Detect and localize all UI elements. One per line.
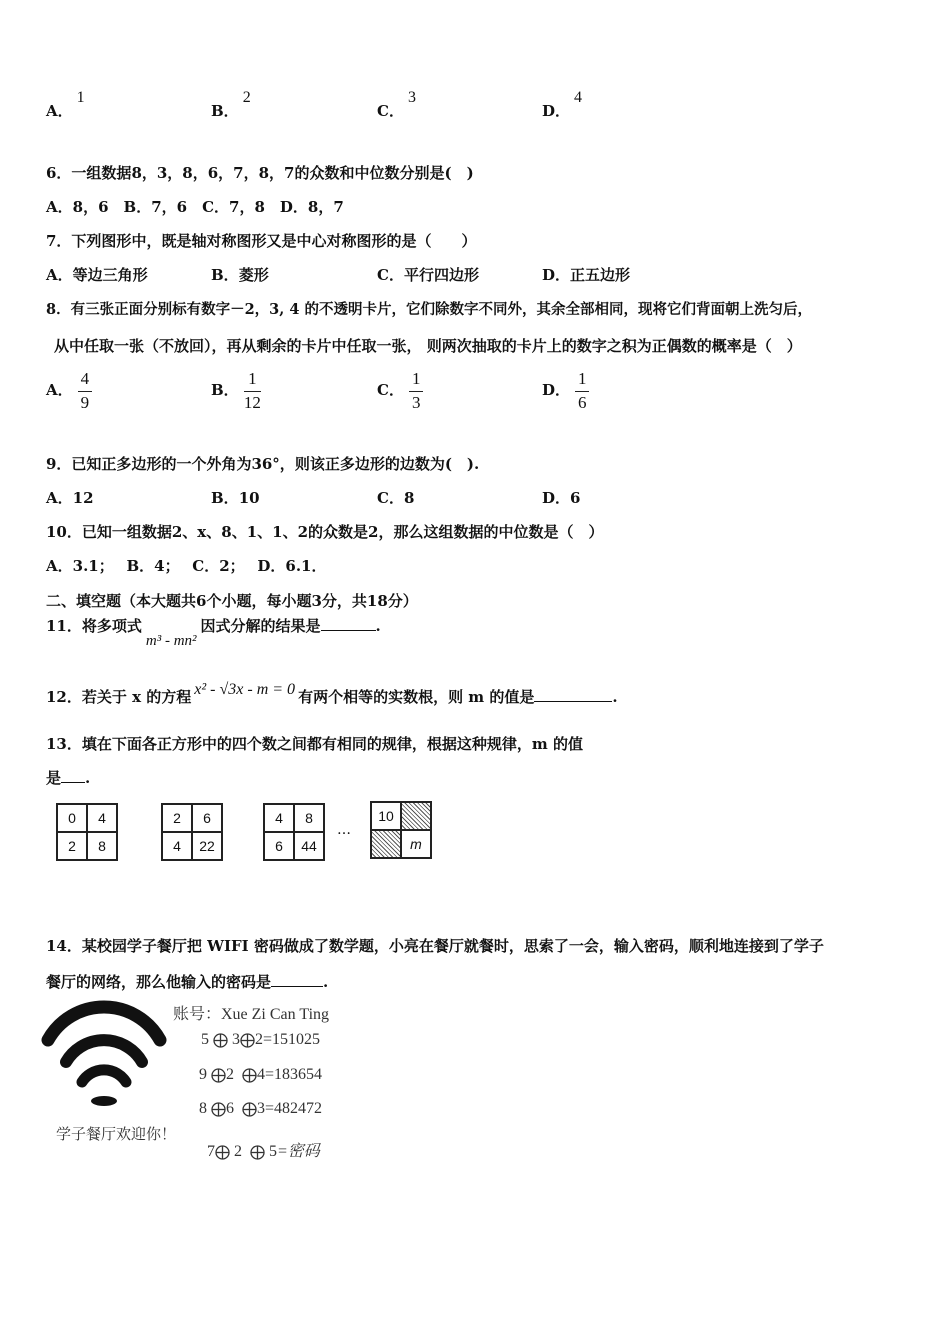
q6-stem: 6．一组数据8，3，8，6，7，8，7的众数和中位数分别是( ) xyxy=(46,164,474,182)
number-square-4 xyxy=(370,801,432,859)
answer-blank xyxy=(321,630,376,631)
square-cell: 44 xyxy=(294,832,324,860)
circled-plus-icon xyxy=(250,1145,265,1160)
ellipsis: … xyxy=(337,822,351,838)
square-cell: 4 xyxy=(87,804,117,832)
square-cell: 4 xyxy=(162,832,192,860)
circled-plus-icon xyxy=(211,1102,226,1117)
q13-stem-line1: 13．填在下面各正方形中的四个数之间都有相同的规律，根据这种规律，m 的值 xyxy=(46,735,583,753)
section-heading: 二、填空题（本大题共6个小题，每小题3分，共18分） xyxy=(46,592,418,610)
q8-stem-line1: 8．有三张正面分别标有数字－2，3, 4 的不透明卡片，它们除数字不同外，其余全部相同，现将它们背面朝上洗匀后， xyxy=(46,301,812,318)
q7-option-c: C．平行四边形 xyxy=(377,266,479,284)
circled-plus-icon xyxy=(211,1068,226,1083)
q5-option-b: B．2 xyxy=(211,89,251,120)
fraction: $\frac{1}{12}$ xyxy=(243,369,261,412)
q10-stem: 10．已知一组数据2、x、8、1、1、2的众数是2，那么这组数据的中位数是（ ） xyxy=(46,523,604,541)
fraction: $\frac{1}{6}$ xyxy=(575,370,589,412)
q7-option-b: B．菱形 xyxy=(211,266,269,284)
square-cell: 4 xyxy=(264,804,294,832)
square-cell: 8 xyxy=(87,832,117,860)
q13-stem-line2: 是 . xyxy=(46,769,91,787)
q5-option-a: A．1 xyxy=(46,89,85,120)
q9-option-c: C．8 xyxy=(377,489,415,507)
q8-stem-line2: 从中任取一张（不放回），再从剩余的卡片中任取一张， 则两次抽取的卡片上的数字之积为正偶数的概率是（ ） xyxy=(54,337,802,355)
q6-options: A．8，6 B．7，6 C．7，8 D．8，7 xyxy=(46,198,344,216)
q5-option-c: C．3 xyxy=(377,89,416,120)
q9-option-a: A．12 xyxy=(46,489,94,507)
q7-option-d: D．正五边形 xyxy=(542,266,631,284)
fraction: $\frac{1}{3}$ xyxy=(409,370,423,412)
square-cell: 0 xyxy=(57,804,87,832)
q7-stem: 7．下列图形中，既是轴对称图形又是中心对称图形的是（ ） xyxy=(46,232,477,250)
q9-option-d: D．6 xyxy=(542,489,581,507)
wifi-equation-3: 8 6 3=482472 xyxy=(199,1100,323,1117)
circled-plus-icon xyxy=(242,1068,257,1083)
q8-option-d: D． $\frac{1}{6}$ xyxy=(542,370,589,412)
wifi-equation-2: 9 2 4=183654 xyxy=(199,1066,323,1083)
q7-option-a: A．等边三角形 xyxy=(46,266,148,284)
q14-stem-line1: 14．某校园学子餐厅把 WIFI 密码做成了数学题，小亮在餐厅就餐时，思索了一会，输入密码，顺利地连接到了学子 xyxy=(46,937,824,955)
square-cell: 6 xyxy=(192,804,222,832)
circled-plus-icon xyxy=(242,1102,257,1117)
q11: 11．将多项式m³ - mn²因式分解的结果是 . xyxy=(46,617,381,649)
answer-blank xyxy=(534,701,612,702)
square-cell: m xyxy=(401,830,431,858)
fraction: $\frac{4}{9}$ xyxy=(78,370,92,412)
wifi-icon xyxy=(40,1000,170,1112)
q5-option-d: D．4 xyxy=(542,89,583,120)
square-cell: 6 xyxy=(264,832,294,860)
square-cell: 22 xyxy=(192,832,222,860)
q9-stem: 9．已知正多边形的一个外角为36°，则该正多边形的边数为( ). xyxy=(46,455,480,473)
hatched-cell xyxy=(401,802,431,830)
q9-option-b: B．10 xyxy=(211,489,260,507)
wifi-equation-4: 7 2 5=密码 xyxy=(207,1143,320,1160)
welcome-text: 学子餐厅欢迎你！ xyxy=(56,1125,177,1143)
q12-expression: x² - √3x - m = 0 xyxy=(194,681,296,698)
answer-blank xyxy=(271,986,323,987)
number-square-1 xyxy=(56,803,118,861)
q10-options: A．3.1； B．4； C．2； D．6.1． xyxy=(46,557,327,575)
q8-option-c: C． $\frac{1}{3}$ xyxy=(377,370,423,412)
q14-stem-line2: 餐厅的网络，那么他输入的密码是 . xyxy=(46,973,329,991)
circled-plus-icon xyxy=(213,1033,228,1048)
circled-plus-icon xyxy=(240,1033,255,1048)
q8-option-a: A． $\frac{4}{9}$ xyxy=(46,370,92,412)
number-square-2 xyxy=(161,803,223,861)
number-square-3 xyxy=(263,803,325,861)
q12: 12．若关于 x 的方程 x² - √3x - m = 0 有两个相等的实数根，则 m 的值是 . xyxy=(46,681,618,706)
wifi-equation-1: 5 3 2=151025 xyxy=(201,1031,321,1048)
circled-plus-icon xyxy=(215,1145,230,1160)
square-cell: 8 xyxy=(294,804,324,832)
square-cell: 10 xyxy=(371,802,401,830)
hatched-cell xyxy=(371,830,401,858)
q8-option-b: B． $\frac{1}{12}$ xyxy=(211,369,261,412)
square-cell: 2 xyxy=(162,804,192,832)
account-label: 账号：Xue Zi Can Ting xyxy=(173,1006,330,1023)
q11-expression: m³ - mn² xyxy=(145,633,197,649)
answer-blank xyxy=(61,782,85,783)
square-cell: 2 xyxy=(57,832,87,860)
